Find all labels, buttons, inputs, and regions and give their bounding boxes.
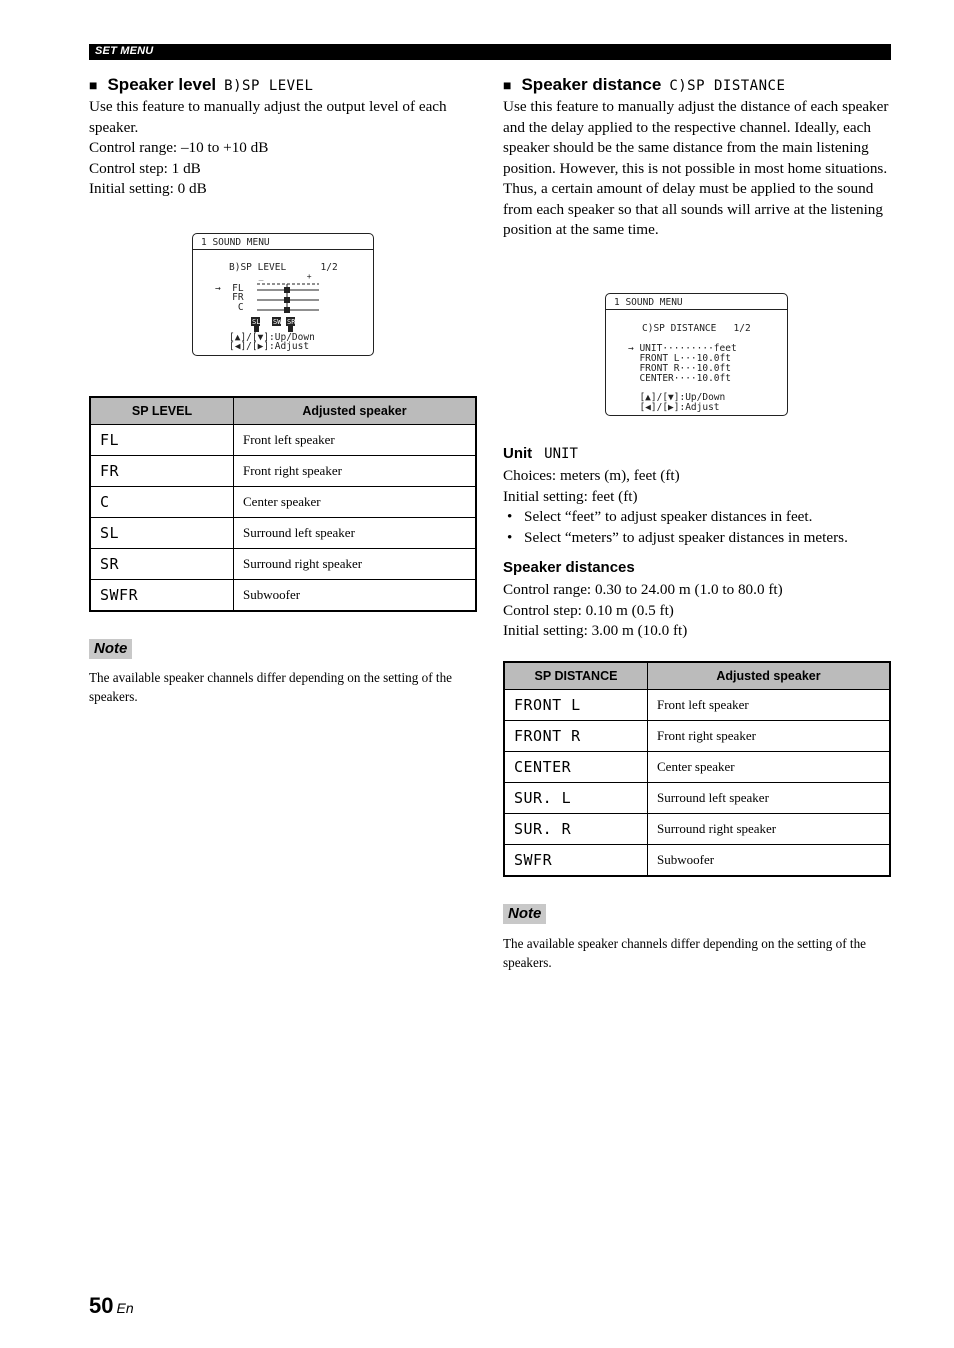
screen-title: 1 SOUND MENU: [201, 237, 270, 248]
table-header: Adjusted speaker: [648, 662, 891, 690]
unit-initial: Initial setting: feet (ft): [503, 487, 638, 505]
screen-divider: [606, 309, 787, 310]
table-row: [504, 845, 890, 877]
note-text: The available speaker channels differ depending on the setting of the speakers.: [503, 936, 867, 970]
speaker-level-step: Control step: 1 dB: [89, 159, 201, 177]
screen-line: FRONT R···10.0ft: [628, 363, 731, 374]
list-item: • Select “meters” to adjust speaker distances in meters.: [503, 528, 891, 549]
sp-desc: Front left speaker: [648, 690, 891, 721]
distances-range: Control range: 0.30 to 24.00 m (1.0 to 80.0 ft): [503, 581, 783, 598]
note-label: Note: [89, 639, 132, 659]
screen-line: _ +: [249, 272, 312, 281]
screen-line: [◀]/[▶]:Adjust: [628, 402, 720, 413]
sp-code: FRONT L: [504, 690, 648, 721]
page-language: En: [116, 1300, 134, 1316]
note-label: Note: [503, 904, 546, 924]
table-row: [504, 783, 890, 814]
screen-line: FRONT L···10.0ft: [628, 353, 731, 364]
table-header-row: [90, 397, 476, 425]
screen-line: → UNIT·········feet: [628, 343, 737, 354]
sp-code: FR: [90, 456, 234, 487]
speaker-distance-code: C)SP DISTANCE: [669, 78, 786, 94]
sp-code: SL: [90, 518, 234, 549]
distances-section: [503, 558, 891, 642]
sp-desc: Surround right speaker: [234, 549, 477, 580]
sp-code: SR: [90, 549, 234, 580]
speaker-level-intro: Use this feature to manually adjust the output level of each speaker.: [89, 98, 447, 136]
unit-code: UNIT: [544, 446, 578, 462]
speaker-distance-title: Speaker distance: [521, 75, 662, 94]
unit-bullet-list: [503, 507, 891, 548]
sp-desc: Subwoofer: [234, 580, 477, 612]
sp-code: C: [90, 487, 234, 518]
screen-line: [▲]/[▼]:Up/Down: [229, 332, 315, 343]
sp-desc: Front right speaker: [234, 456, 477, 487]
right-column: [503, 74, 891, 241]
speaker-distance-heading: [503, 74, 891, 97]
table-row: [90, 425, 476, 456]
sp-desc: Surround right speaker: [648, 814, 891, 845]
table-row: [504, 814, 890, 845]
screen-line: CENTER····10.0ft: [628, 373, 731, 384]
sp-distance-screen: [605, 293, 788, 416]
table-header: SP LEVEL: [90, 397, 234, 425]
table-header: SP DISTANCE: [504, 662, 648, 690]
list-item: • Select “feet” to adjust speaker distances in feet.: [503, 507, 891, 528]
unit-title: Unit: [503, 445, 533, 462]
sp-code: SWFR: [90, 580, 234, 612]
distances-step: Control step: 0.10 m (0.5 ft): [503, 601, 674, 619]
speaker-level-title: Speaker level: [107, 75, 217, 94]
left-column: [89, 74, 477, 200]
distances-heading: Speaker distances: [503, 559, 635, 576]
screen-line: C: [215, 302, 244, 313]
speaker-distance-intro: Use this feature to manually adjust the distance of each speaker and the delay applied to the respective channel. Ideally, each speaker should be the same distance from the main listening position. However, this is not possible in most home situations. Thus, a certain amount of delay must be applied to the sound from each speaker so that all sounds will arrive at the listening position at the same time.: [503, 98, 889, 238]
svg-text:SW: SW: [273, 318, 282, 326]
page-number: [89, 1293, 134, 1319]
table-row: [90, 518, 476, 549]
svg-text:SL: SL: [252, 318, 261, 326]
sp-level-table: [89, 396, 477, 612]
table-row: [504, 721, 890, 752]
sp-desc: Center speaker: [234, 487, 477, 518]
screen-title: 1 SOUND MENU: [614, 297, 683, 308]
screen-line: C)SP DISTANCE 1/2: [642, 323, 751, 334]
table-row: [90, 549, 476, 580]
table-row: [90, 580, 476, 612]
table-row: [504, 752, 890, 783]
table-row: [90, 487, 476, 518]
section-header-bar: [89, 44, 891, 60]
note-text: The available speaker channels differ depending on the setting of the speakers.: [89, 670, 453, 704]
unit-section: [503, 444, 891, 548]
screen-line: [◀]/[▶]:Adjust: [229, 341, 310, 352]
sp-code: SWFR: [504, 845, 648, 877]
unit-heading: [503, 444, 891, 464]
square-bullet-icon: ■: [503, 77, 512, 93]
sp-desc: Front left speaker: [234, 425, 477, 456]
speaker-level-heading: [89, 74, 477, 97]
sp-desc: Surround left speaker: [234, 518, 477, 549]
table-header: Adjusted speaker: [234, 397, 477, 425]
svg-text:SR: SR: [287, 318, 296, 326]
screen-line: B)SP LEVEL 1/2: [229, 262, 338, 273]
screen-line: [▲]/[▼]:Up/Down: [628, 392, 726, 403]
sp-level-screen: [192, 233, 374, 356]
table-header-row: [504, 662, 890, 690]
sp-desc: Surround left speaker: [648, 783, 891, 814]
table-row: [504, 690, 890, 721]
unit-choices: Choices: meters (m), feet (ft): [503, 467, 680, 484]
table-row: [90, 456, 476, 487]
page-number-value: 50: [89, 1293, 114, 1318]
sp-desc: Center speaker: [648, 752, 891, 783]
sp-code: SUR. L: [504, 783, 648, 814]
screen-divider: [193, 249, 373, 250]
sp-code: SUR. R: [504, 814, 648, 845]
level-bar-graph: [252, 279, 327, 335]
speaker-level-initial: Initial setting: 0 dB: [89, 180, 207, 197]
sp-code: FRONT R: [504, 721, 648, 752]
distances-initial: Initial setting: 3.00 m (10.0 ft): [503, 622, 688, 639]
speaker-level-code: B)SP LEVEL: [224, 78, 314, 94]
sp-code: FL: [90, 425, 234, 456]
sp-desc: Subwoofer: [648, 845, 891, 877]
screen-line: → FL: [215, 283, 244, 294]
sp-distance-table: [503, 661, 891, 877]
section-header-label: SET MENU: [95, 45, 154, 57]
sp-code: CENTER: [504, 752, 648, 783]
speaker-level-range: Control range: –10 to +10 dB: [89, 139, 269, 156]
sp-desc: Front right speaker: [648, 721, 891, 752]
screen-line: FR: [215, 292, 244, 303]
square-bullet-icon: ■: [89, 77, 98, 93]
